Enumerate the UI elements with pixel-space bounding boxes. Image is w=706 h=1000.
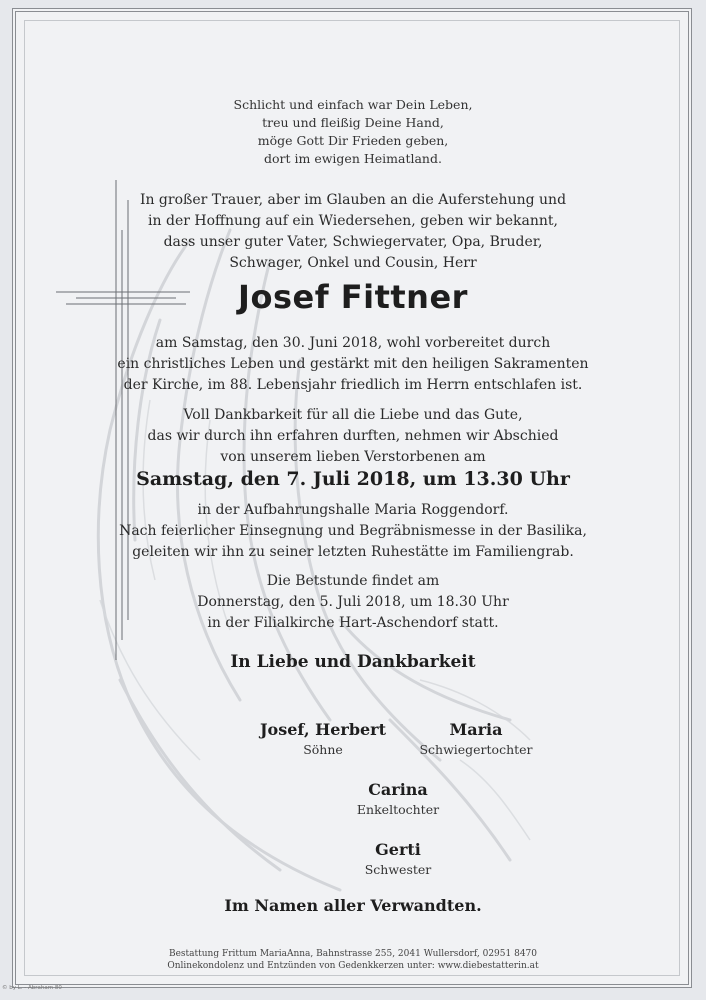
- footer-address: Bestattung Frittum MariaAnna, Bahnstrasse 255, 2041 Wullersdorf, 02951 8470: [168, 949, 537, 959]
- mourner-granddaughter: [288, 779, 508, 819]
- thanks-text: [0, 405, 706, 468]
- intro-line: dass unser guter Vater, Schwiegervater, Opa, Bruder,: [163, 234, 543, 250]
- ceremony-text: [0, 500, 706, 563]
- mourner-relation: Schwester: [364, 862, 432, 877]
- poem-line: Schlicht und einfach war Dein Leben,: [233, 97, 473, 112]
- death-line: der Kirche, im 88. Lebensjahr friedlich im Herrn entschlafen ist.: [123, 377, 583, 393]
- ceremony-line: geleiten wir ihn zu seiner letzten Ruhestätte im Familiengrab.: [132, 544, 574, 560]
- in-love-heading: In Liebe und Dankbarkeit: [230, 652, 476, 672]
- thanks-line: Voll Dankbarkeit für all die Liebe und das Gute,: [183, 407, 523, 423]
- death-line: am Samstag, den 30. Juni 2018, wohl vorbereitet durch: [155, 335, 551, 351]
- mourner-name: Carina: [368, 780, 428, 799]
- poem: [0, 96, 706, 168]
- mourner-name: Gerti: [375, 840, 421, 859]
- mourner-relation: Enkeltochter: [356, 802, 440, 817]
- thanks-line: von unserem lieben Verstorbenen am: [220, 449, 486, 465]
- prayer-hour: [0, 571, 706, 634]
- mourner-sister: [288, 839, 508, 879]
- intro-line: in der Hoffnung auf ein Wiedersehen, geben wir bekannt,: [148, 213, 558, 229]
- ceremony-line: in der Aufbahrungshalle Maria Roggendorf.: [197, 502, 509, 518]
- mourner-name: Maria: [449, 720, 503, 739]
- thanks-line: das wir durch ihn erfahren durften, nehmen wir Abschied: [147, 428, 559, 444]
- death-line: ein christliches Leben und gestärkt mit den heiligen Sakramenten: [117, 356, 589, 372]
- deceased-name: Josef Fittner: [238, 278, 468, 316]
- poem-line: möge Gott Dir Frieden geben,: [257, 133, 449, 148]
- mourner-relation: Schwiegertochter: [419, 742, 533, 757]
- poem-line: treu und fleißig Deine Hand,: [262, 115, 444, 130]
- intro-line: In großer Trauer, aber im Glauben an die Auferstehung und: [139, 192, 567, 208]
- prayer-line: Donnerstag, den 5. Juli 2018, um 18.30 Uhr: [197, 594, 509, 610]
- funeral-home-footer: [0, 948, 706, 972]
- footer-website: Onlinekondolenz und Entzünden von Gedenkkerzen unter: www.diebestatterin.at: [167, 961, 539, 971]
- mourner-relation: Söhne: [303, 742, 343, 757]
- funeral-date: Samstag, den 7. Juli 2018, um 13.30 Uhr: [136, 468, 570, 490]
- poem-line: dort im ewigen Heimatland.: [264, 151, 442, 166]
- intro-text: [0, 190, 706, 274]
- mourner-daughter-in-law: [366, 719, 586, 759]
- closing-line: Im Namen aller Verwandten.: [224, 896, 482, 915]
- death-notice: [0, 333, 706, 396]
- copyright-note: © by L. - Abraham 80: [2, 985, 62, 991]
- prayer-line: in der Filialkirche Hart-Aschendorf statt.: [207, 615, 499, 631]
- ceremony-line: Nach feierlicher Einsegnung und Begräbnismesse in der Basilika,: [119, 523, 587, 539]
- intro-line: Schwager, Onkel und Cousin, Herr: [229, 255, 477, 271]
- mourner-name: Josef, Herbert: [259, 720, 386, 739]
- prayer-line: Die Betstunde findet am: [266, 573, 440, 589]
